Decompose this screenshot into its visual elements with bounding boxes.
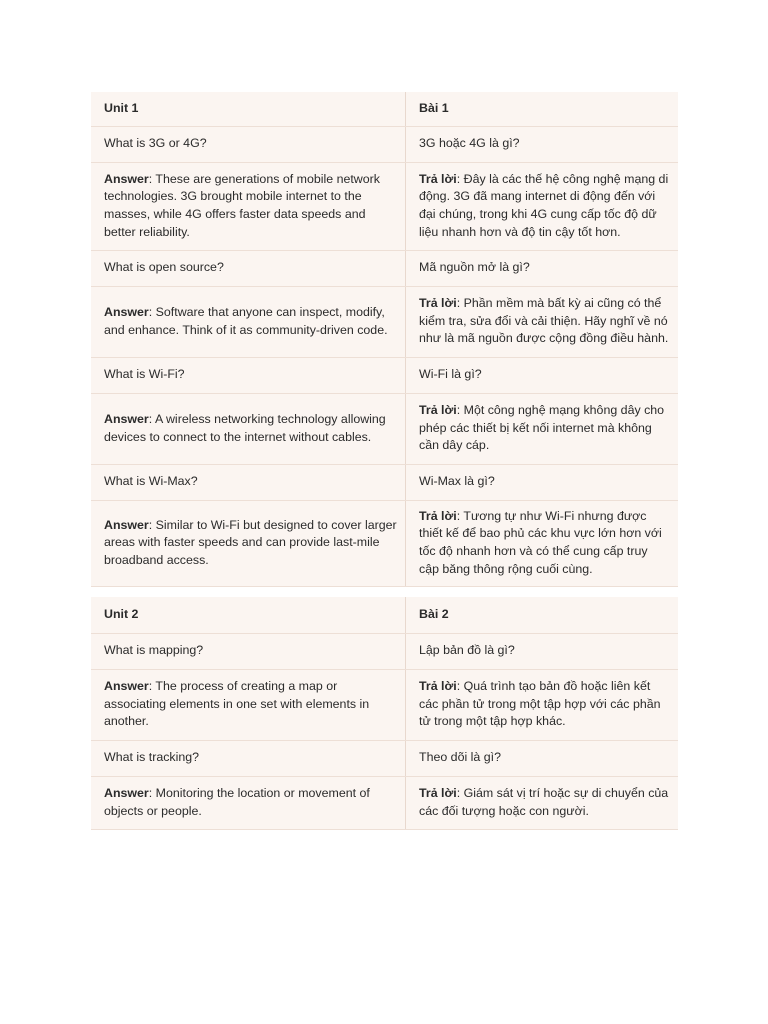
question-row xyxy=(91,464,678,500)
answer-text: : Đây là các thế hệ công nghệ mạng di động. 3G đã mang internet di động đến với đại chúng, trong khi 4G cung cấp tốc độ dữ liệu nhanh hơn và độ tin cậy tốt hơn. xyxy=(419,171,669,239)
answer-label: Trả lời xyxy=(419,171,457,186)
question-vietnamese: Mã nguồn mở là gì? xyxy=(406,250,679,286)
answer-vietnamese xyxy=(406,669,679,740)
answer-row xyxy=(91,500,678,586)
answer-label: Trả lời xyxy=(419,785,457,800)
question-vietnamese: Theo dõi là gì? xyxy=(406,740,679,776)
answer-text: : Monitoring the location or movement of objects or people. xyxy=(104,785,370,818)
answer-label: Answer xyxy=(104,411,149,426)
header-english: Unit 1 xyxy=(91,92,406,126)
answer-label: Answer xyxy=(104,304,149,319)
question-row xyxy=(91,250,678,286)
answer-text: : Một công nghệ mạng không dây cho phép các thiết bị kết nối internet mà không cần dây cáp. xyxy=(419,403,665,453)
table-header-row xyxy=(91,597,678,633)
answer-english xyxy=(91,393,406,464)
answer-label: Answer xyxy=(104,785,149,800)
answer-text: : Giám sát vị trí hoặc sự di chuyển của các đối tượng hoặc con người. xyxy=(419,785,669,818)
answer-english xyxy=(91,286,406,357)
answer-row xyxy=(91,776,678,829)
answer-row xyxy=(91,669,678,740)
question-english: What is mapping? xyxy=(91,633,406,669)
answer-vietnamese xyxy=(406,500,679,586)
answer-vietnamese xyxy=(406,286,679,357)
answer-text: : Similar to Wi-Fi but designed to cover larger areas with faster speeds and can provide last-mile broadband access. xyxy=(104,517,397,567)
answer-label: Answer xyxy=(104,517,149,532)
answer-text: : These are generations of mobile network technologies. 3G brought mobile internet to the masses, while 4G offers faster data speeds and better reliability. xyxy=(104,171,380,239)
question-english: What is Wi-Max? xyxy=(91,464,406,500)
answer-label: Trả lời xyxy=(419,508,457,523)
question-english: What is tracking? xyxy=(91,740,406,776)
question-english: What is 3G or 4G? xyxy=(91,126,406,162)
answer-english xyxy=(91,500,406,586)
unit-2-table xyxy=(91,597,678,830)
table-header-row xyxy=(91,92,678,126)
answer-text: : Software that anyone can inspect, modify, and enhance. Think of it as community-driven code. xyxy=(104,304,388,337)
answer-english xyxy=(91,162,406,250)
answer-label: Answer xyxy=(104,679,149,694)
answer-label: Answer xyxy=(104,171,149,186)
answer-label: Trả lời xyxy=(419,679,457,694)
answer-vietnamese xyxy=(406,162,679,250)
answer-text: : Tương tự như Wi-Fi nhưng được thiết kế để bao phủ các khu vực lớn hơn với tốc độ nhanh hơn và có thể cung cấp truy cập băng thông rộng cuối cùng. xyxy=(419,508,662,576)
question-vietnamese: 3G hoặc 4G là gì? xyxy=(406,126,679,162)
answer-english xyxy=(91,669,406,740)
answer-vietnamese xyxy=(406,393,679,464)
answer-text: : Phần mềm mà bất kỳ ai cũng có thể kiểm tra, sửa đổi và cải thiện. Hãy nghĩ về nó như là mã nguồn được cộng đồng điều hành. xyxy=(419,296,669,346)
answer-text: : A wireless networking technology allowing devices to connect to the internet without cables. xyxy=(104,411,386,444)
question-row xyxy=(91,740,678,776)
question-row xyxy=(91,633,678,669)
header-english: Unit 2 xyxy=(91,597,406,633)
question-vietnamese: Wi-Fi là gì? xyxy=(406,357,679,393)
answer-row xyxy=(91,162,678,250)
question-vietnamese: Lập bản đồ là gì? xyxy=(406,633,679,669)
answer-label: Trả lời xyxy=(419,296,457,311)
answer-text: : The process of creating a map or associating elements in one set with elements in another. xyxy=(104,679,370,729)
question-english: What is Wi-Fi? xyxy=(91,357,406,393)
question-row xyxy=(91,126,678,162)
answer-text: : Quá trình tạo bản đồ hoặc liên kết các phần tử trong một tập hợp với các phần tử trong một tập hợp khác. xyxy=(419,679,661,729)
answer-row xyxy=(91,286,678,357)
question-row xyxy=(91,357,678,393)
header-vietnamese: Bài 1 xyxy=(406,92,679,126)
unit-1-table xyxy=(91,92,678,587)
question-english: What is open source? xyxy=(91,250,406,286)
answer-vietnamese xyxy=(406,776,679,829)
answer-row xyxy=(91,393,678,464)
answer-label: Trả lời xyxy=(419,403,457,418)
answer-english xyxy=(91,776,406,829)
question-vietnamese: Wi-Max là gì? xyxy=(406,464,679,500)
header-vietnamese: Bài 2 xyxy=(406,597,679,633)
